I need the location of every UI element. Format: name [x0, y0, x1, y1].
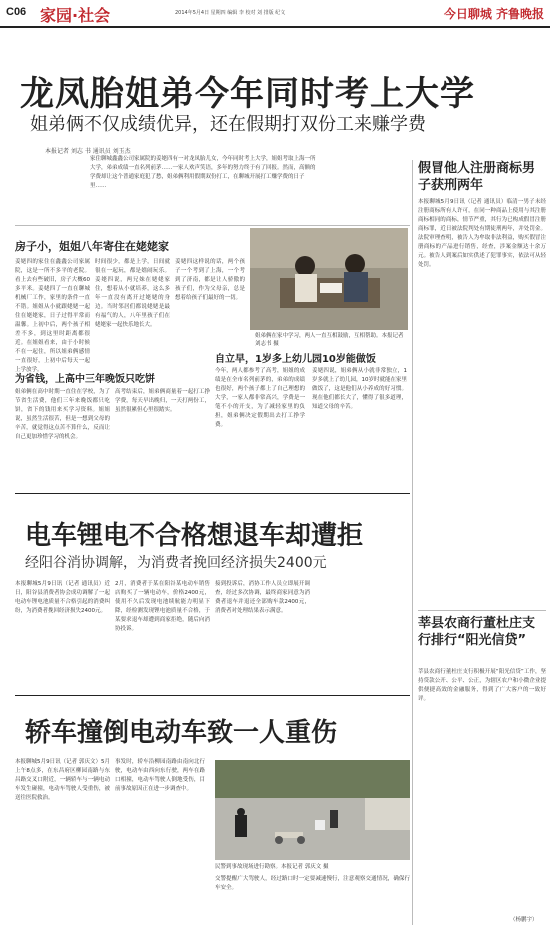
story3-text: 本报聊城5月9日讯（记者 郭庆文）5月上午8点多，在东昌府区柳园南路与东昌路交叉口附近，一辆轿车与一辆电动车发生碰撞，电动车驾驶人受重伤，被送往医院救治。 [15, 759, 110, 801]
photo-accident-illustration [215, 760, 410, 860]
sidebar-text-1: 本报聊城5月9日讯（记者 通讯员）临清一男子未经注册商标所有人许可，在同一种商品上使用与其注册商标相同的商标，情节严重，其行为已构成假冒注册商标罪，近日被法院判处有期徒刑两年，并处罚金。法院审理查明，被告人为牟取非法利益，购买假冒注册商标的产品进行销售，经查，涉案金额达十余万元。被告人到案后如实供述了犯罪事实，依法可从轻处罚。 [418, 199, 546, 268]
main-subheadline: 姐弟俩不仅成绩优异，还在假期打双份工来赚学费 [30, 114, 426, 135]
section1-title: 房子小，姐姐八年寄住在姥姥家 [15, 240, 169, 253]
sidebar-footer: （杨鹏宇） [510, 917, 538, 923]
photo-caption: 姐弟俩在家中学习，两人一直互相鼓励，互相帮助。本报记者 刘志书 摄 [255, 333, 404, 347]
story3-headline: 轿车撞倒电动车致一人重伤 [25, 718, 338, 748]
section1-text-3: 姜姥四这样说的话，两个孩子一个考到了上海，一个考到了济南，都是让人骄傲的孩子们，作为父母亲，总是想着给孩子们最好的一切。 [175, 259, 245, 301]
section1-text-2: 时间很少，都是上学，日间就很在一起玩，都是嬉闹玩乐。姜姥四说，两兄妹在姥姥家住，想着从小就培养，这么多年一直没有离开过姥姥的身边。当时邻居们都说姥姥是最有福气的人，八年里孩子们在姥姥家一起快乐地长大。 [95, 259, 170, 328]
section-title: 家园·社会 [40, 6, 111, 25]
date-line: 2014年5月4日 星期四 编辑 李 校对 刘 排版 纪文 [175, 10, 286, 16]
section3-title: 为省钱，上高中三年晚饭只吃饼 [15, 374, 155, 385]
story2-text-3: 接到投诉后，消协工作人员立即展开调查，经过多次协调，最终商家同意为消费者退车并退还全部购车款2400元，消费者对处理结果表示满意。 [215, 581, 310, 614]
sidebar-headline-2: 莘县农商行董杜庄支行排行“阳光信贷” [418, 616, 536, 648]
divider [15, 695, 410, 696]
section3-text: 姐弟俩在高中时期一直住在学校，为了节省生活费，他们三年来晚饭都只吃饼，省下的钱用来买学习资料。姐姐说，虽然生活很苦，但是一想到父母的辛苦，就觉得这点苦不算什么，反而让自己更加珍惜学习的机会。 [15, 389, 110, 440]
masthead [0, 0, 550, 28]
main-headline: 龙凤胎姐弟今年同时考上大学 [20, 74, 475, 114]
main-lead: 家住聊城鑫鑫公司家属院的姜姥四有一对龙凤胎儿女，今年同时考上大学，姐姐考取上海一所大学，弟弟成绩一直名列前茅……一家人欢声笑语，多年的努力终于有了回报。然而，高额的学费却让这个普通家庭犯了愁，姐弟俩利用假期双份打工，在聊城开展打工赚学费的日子里…… [90, 156, 316, 189]
photo-siblings [250, 228, 408, 330]
story2-text-2: 2月，消费者于某在阳谷某电动车销售店购买了一辆电动车，价格2400元，使用不久后发现电池续航能力明显下降，经检测发现锂电池质量不合格，于某要求退车却遭到商家拒绝，随后向消协投诉。 [115, 581, 210, 632]
sidebar-text-2: 莘县农商行董杜庄支行积极开展“阳光信贷”工作，坚持贷款公开、公平、公正，为辖区农户和小微企业提供便捷高效的金融服务，得到了广大客户的一致好评。 [418, 669, 546, 702]
photo-siblings-illustration [250, 228, 408, 330]
page-number: C06 [6, 6, 27, 18]
story3-text-3: 交警提醒广大驾驶人，经过路口时一定要减速慢行，注意观察交通情况，确保行车安全。 [215, 876, 410, 891]
story2-subheadline: 经阳谷消协调解，为消费者挽回经济损失2400元 [25, 555, 327, 571]
section2-text: 今年，两人都参考了高考，姐姐的成绩是在全市名列前茅的，弟弟的成绩也很好，两个孩子都上了自己理想的大学，一家人都非常高兴，学费是一笔不小的开支，为了减轻家里的负担，姐弟俩决定假期出去打工挣学费。 [215, 368, 305, 428]
section1-text: 姜姥四的家住在鑫鑫公司家属院，这是一所不多平的老院。看上去有些破旧，房子大概60多平米。姜姥四了一直在聊城机械厂工作，家里的条件一直不错。姐姐从小就跟姥姥一起住在姥姥家，日子过得平常而温馨。上初中后，两个孩子相差不多，到这里时距离都很近。在姐姐看来，由于小时候不在一起住，所以姐弟俩感情一直很好，上初中后每天一起上学放学。 [15, 259, 90, 373]
photo-accident-caption: 民警到事故现场进行勘察。本报记者 郭庆文 摄 [215, 864, 329, 870]
main-byline: 本报记者 刘志 书 通讯员 刘玉杰 [45, 148, 131, 155]
sidebar-headline-1: 假冒他人注册商标男子获刑两年 [418, 161, 536, 193]
divider [15, 225, 410, 226]
story2-headline: 电车锂电不合格想退车却遭拒 [25, 521, 364, 551]
sidebar-divider-h [418, 610, 546, 611]
newspaper-logo: 今日聊城 齐鲁晚报 [443, 7, 544, 21]
story2-text: 本报聊城5月9日讯（记者 通讯员）近日，阳谷县消费者协会成功调解了一起电动车锂电池质量不合格引起的消费纠纷，为消费者挽回经济损失2400元。 [15, 581, 110, 614]
sidebar-divider [412, 160, 413, 925]
divider [15, 493, 410, 494]
section3-text-2: 高考结束后，姐弟俩商量着一起打工挣学费，每天早出晚归，一天打两份工，虽然很累但心里很踏实。 [115, 389, 210, 413]
story3-text-2: 事发时，轿车沿柳园南路由南向北行驶，电动车由西向东行驶，两车在路口相撞，电动车驾驶人倒地受伤，目前事故原因正在进一步调查中。 [115, 759, 205, 792]
photo-accident [215, 760, 410, 860]
section2-title: 自立早，1岁多上幼儿园10岁能做饭 [215, 354, 376, 365]
section2-text-2: 姜姥四说，姐弟俩从小就非常独立，1岁多就上了幼儿园，10岁时就能在家里做饭了，这是他们从小养成的好习惯。现在他们都长大了，懂得了很多道理，知道父母的辛苦。 [312, 368, 407, 410]
